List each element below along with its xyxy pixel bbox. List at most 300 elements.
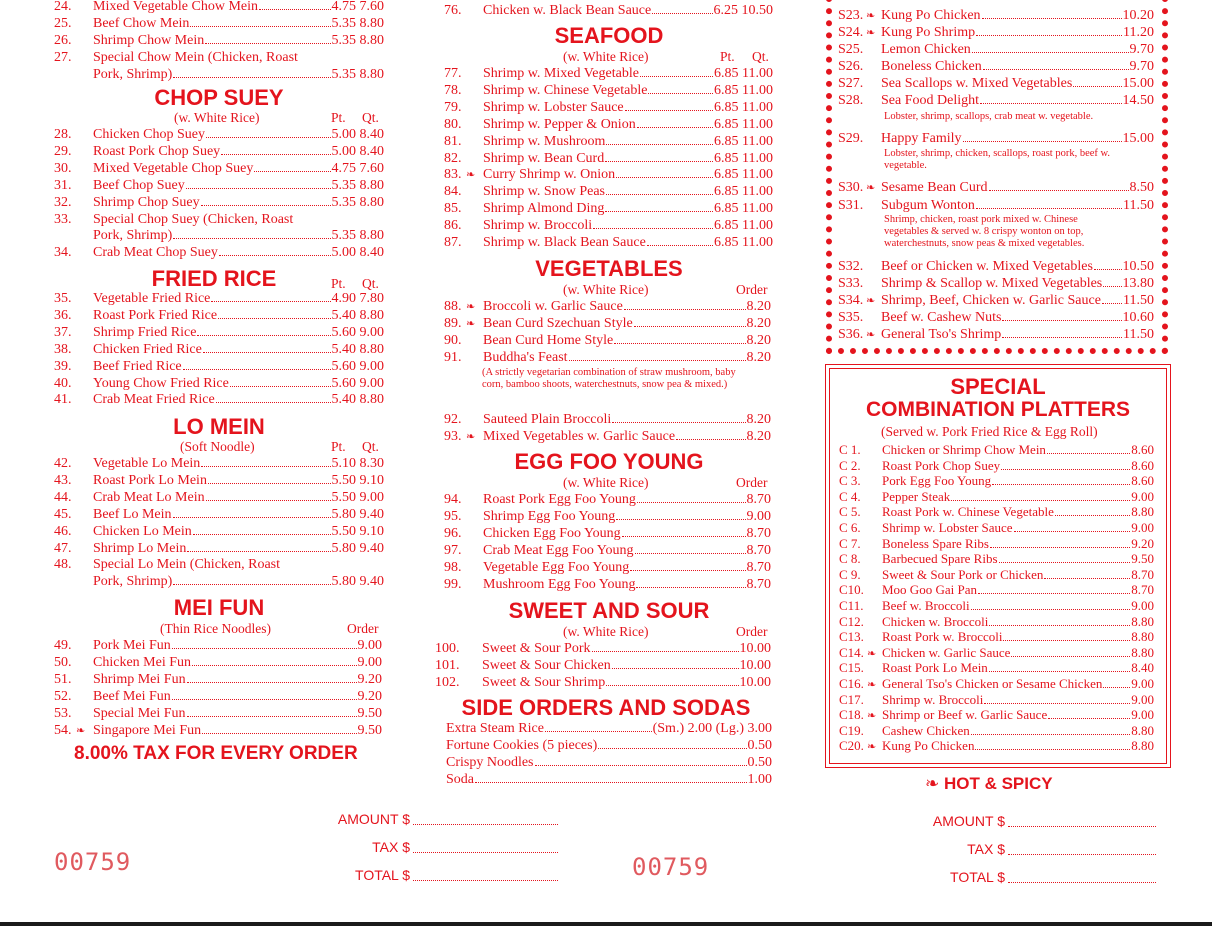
dot-leader [616,518,745,520]
item-number: C 5. [839,504,861,520]
item-number: C12. [839,613,864,629]
dot-leader [624,308,746,310]
menu-item [54,211,384,228]
dot-leader [201,204,331,206]
menu-item [838,58,1154,75]
menu-item [838,179,1154,196]
dot-leader [187,681,357,683]
item-price: 5.60 9.00 [331,324,384,340]
item-number: S24. [838,24,864,40]
item-name: Shrimp Chow Mein [93,32,205,48]
section-note: (w. White Rice) [563,282,649,297]
item-name: Pork, Shrimp) [93,574,173,590]
menu-item [839,691,1154,708]
menu-item [446,737,772,754]
item-number: 37. [54,324,72,340]
item-name: Subgum Wonton [881,198,975,213]
item-name: Beef or Chicken w. Mixed Vegetables [881,259,1093,274]
item-price: 9.20 [357,671,382,687]
item-description: Lobster, shrimp, scallops, crab meat w. vegetable. [884,111,1094,122]
dot-leader [606,143,713,145]
item-number: S28. [838,92,864,108]
item-price: 5.00 8.40 [331,245,384,261]
item-price: 8.70 [746,576,771,592]
item-name: Mixed Vegetable Chop Suey [93,160,254,176]
dot-leader [216,401,331,403]
dot-leader [1002,336,1122,338]
item-price: 9.00 [1131,691,1154,707]
item-price: 5.10 8.30 [331,456,384,471]
dot-leader [630,569,745,571]
item-name: Chicken Lo Mein [93,523,192,539]
item-name: Beef Fried Rice [93,358,182,374]
dot-leader [612,421,745,423]
item-price: 8.70 [746,525,771,541]
section-title: LO MEIN [173,414,265,439]
dot-leader [980,102,1122,104]
dot-leader [614,342,745,344]
total-blank-line[interactable] [413,867,558,881]
dot-leader [606,684,738,686]
amount-label: AMOUNT $ [337,811,410,827]
dot-leader [990,546,1130,548]
hot-spicy-icon: ❧ [866,328,876,341]
dot-leader [984,702,1130,704]
item-number: C20. [839,738,864,754]
item-number: 53. [54,705,72,721]
menu-item [838,7,1154,24]
menu-item [839,613,1154,630]
item-name: Mixed Vegetables w. Garlic Sauce [483,428,676,444]
dot-leader [637,501,746,503]
item-price: 9.00 [1131,488,1154,504]
item-number: 77. [444,66,462,81]
item-number: 79. [444,99,462,115]
menu-item [444,508,771,525]
item-price: 15.00 [1122,131,1154,146]
section-title: SWEET AND SOUR [508,598,710,623]
menu-item [54,32,384,49]
item-name: Shrimp w. Chinese Vegetable [483,82,648,98]
item-name: Beef Chop Suey [93,177,185,193]
item-number: 24. [54,0,72,14]
dot-leader [221,153,330,155]
total-field-amount[interactable] [885,813,1156,829]
dot-leader [634,325,746,327]
item-name: Chicken or Shrimp Chow Mein [882,442,1046,457]
item-price: 14.50 [1122,92,1154,108]
item-price: 5.35 8.80 [331,32,384,48]
dot-leader [606,193,713,195]
item-number: 39. [54,358,72,374]
hot-spicy-icon: ❧ [76,724,86,737]
item-name: Roast Pork Chop Suey [93,143,221,159]
item-name: Special Mei Fun [93,705,186,721]
item-number: 29. [54,143,72,159]
menu-item [54,244,384,261]
tax-blank-line[interactable] [413,839,558,853]
item-price: 8.20 [746,332,771,348]
menu-item [839,472,1154,489]
item-price: 8.80 [1131,722,1154,738]
menu-item [444,542,771,559]
item-number: 32. [54,194,72,210]
menu-item [839,597,1154,614]
dot-leader [1014,530,1131,532]
menu-item [838,92,1154,109]
dot-leader [1103,686,1130,688]
menu-item [54,573,384,590]
menu-item [444,166,773,183]
item-price: 8.70 [1131,582,1154,598]
menu-item [839,535,1154,552]
hot-spicy-icon: ❧ [866,26,876,39]
item-name: Shrimp or Beef w. Garlic Sauce [882,707,1048,723]
menu-item [54,160,384,177]
section-note: (w. White Rice) [563,624,649,639]
dot-leader [197,334,330,336]
item-price: 8.70 [746,559,771,575]
tax-blank-line[interactable] [1008,841,1156,855]
item-number: 31. [54,177,72,193]
section-note: (w. White Rice) [174,110,260,125]
dot-leader [971,608,1131,610]
menu-item [54,489,384,506]
item-name: Kung Po Chicken [882,738,975,754]
section-note: Pt. [331,110,346,125]
item-name: Chicken w. Black Bean Sauce [483,3,652,18]
dot-leader [992,483,1130,485]
hot-spicy-icon: ❧ [925,774,944,793]
item-number: C 4. [839,488,861,504]
item-number: 83. [444,167,462,183]
amount-blank-line[interactable] [1008,813,1156,827]
item-name: Pork Mei Fun [93,638,171,653]
item-name: Vegetable Lo Mein [93,456,201,471]
menu-item [54,177,384,194]
dot-leader [219,254,331,256]
item-name: Crispy Noodles [446,754,534,770]
item-number: C 3. [839,473,861,489]
item-number: C18. [839,707,864,723]
item-number: S33. [838,275,864,291]
dot-leader [172,698,357,700]
item-number: C15. [839,660,864,676]
item-name: Crab Meat Fried Rice [93,392,215,408]
item-name: Shrimp Chop Suey [93,194,200,210]
item-name: Buddha's Feast [483,349,568,365]
menu-item [444,315,771,332]
section-note: Order [736,624,768,639]
menu-item [444,349,771,366]
menu-item [54,341,384,358]
item-number: S35. [838,309,864,325]
item-number: 102. [435,674,460,690]
item-number: S32. [838,259,864,274]
item-name: Shrimp w. Broccoli [483,218,593,234]
item-price: 8.20 [746,315,771,331]
hot-spicy-legend [925,774,1053,794]
item-name: Chicken Chop Suey [93,127,205,142]
dot-leader [976,207,1122,209]
dot-leader [186,187,331,189]
menu-item [435,657,771,674]
item-name: Crab Meat Egg Foo Young [483,542,634,558]
menu-item [444,576,771,593]
total-field-total[interactable] [290,867,558,883]
item-name: Sesame Bean Curd [881,180,988,195]
item-name: Pork Egg Foo Young [882,473,992,489]
item-price: 4.75 7.60 [331,0,384,14]
menu-item [54,472,384,489]
item-number: C13. [839,629,864,645]
dot-leader [676,438,745,440]
item-price: 11.50 [1123,326,1154,342]
menu-item [54,358,384,375]
item-name: Shrimp w. Bean Curd [483,150,605,166]
item-number: 49. [54,638,72,653]
total-blank-line[interactable] [1008,869,1156,883]
total-field-total[interactable] [885,869,1156,885]
item-number: 80. [444,116,462,132]
menu-item [54,722,382,739]
menu-item [54,556,384,573]
item-price: 6.85 11.00 [714,66,773,81]
item-name: Sweet & Sour Pork [482,641,591,656]
item-price: 6.85 11.00 [714,82,773,98]
section-note: (Soft Noodle) [180,439,255,454]
item-price: 9.00 [746,508,771,524]
dot-leader [218,317,330,319]
ticket-number: 00759 [632,853,710,881]
item-name: Shrimp Fried Rice [93,324,197,340]
dot-leader [173,237,330,239]
item-price: 10.20 [1122,8,1154,23]
item-name: Happy Family [881,131,962,146]
item-description: Lobster, shrimp, chicken, scallops, roast pork, beef w. vegetable. [884,148,1111,171]
item-name: Sea Scallops w. Mixed Vegetables [881,75,1073,91]
section-title: VEGETABLES [535,256,683,281]
item-name: Kung Po Chicken [881,8,981,23]
menu-item [839,706,1154,723]
menu-item [444,183,773,200]
dot-leader [211,300,330,302]
dot-leader [259,8,331,10]
dot-leader [190,25,330,27]
item-number: C11. [839,598,864,613]
dot-leader [254,170,330,172]
section-note: Pt. [720,49,735,64]
item-name: Fortune Cookies (5 pieces) [446,737,598,753]
item-price: 9.50 [357,705,382,721]
amount-blank-line[interactable] [413,811,558,825]
item-price: 6.25 10.50 [713,3,773,18]
item-name: Chicken Mei Fun [93,654,191,670]
item-number: S31. [838,198,864,213]
item-price: 8.80 [1131,629,1154,645]
item-name: Moo Goo Gai Pan [882,582,977,598]
dot-leader [173,583,330,585]
menu-item [54,671,382,688]
item-price: 8.20 [746,349,771,365]
item-number: 27. [54,49,72,65]
item-price: 5.50 9.10 [331,472,384,488]
dot-leader [1048,717,1130,719]
dot-leader [545,730,652,732]
item-name: Crab Meat Lo Mein [93,489,205,505]
dot-leader [1002,319,1121,321]
total-field-amount[interactable] [290,811,558,827]
hot-spicy-icon: ❧ [466,169,476,182]
dot-leader [206,136,331,138]
combo-note: (Served w. Pork Fried Rice & Egg Roll) [881,424,1098,439]
menu-item [444,428,771,445]
item-number: 99. [444,576,462,592]
item-price: 9.20 [1131,535,1154,551]
menu-item [838,326,1154,343]
menu-item [54,654,382,671]
menu-item [444,2,773,19]
dot-leader [1047,452,1130,454]
item-price: 11.50 [1123,198,1154,213]
item-name: Mushroom Egg Foo Young [483,576,636,592]
dot-leader [989,189,1129,191]
menu-item [446,720,772,737]
item-description: (A strictly vegetarian combination of straw mushroom, baby corn, bamboo shoots, waterchestnuts, snow pea & mixed.) [482,367,736,390]
dot-leader [605,210,713,212]
item-price: 5.80 9.40 [331,574,384,590]
item-name: Young Chow Fried Rice [93,375,229,391]
item-number: 82. [444,150,462,166]
dot-leader [173,516,331,518]
menu-item [444,99,773,116]
item-number: S25. [838,41,864,57]
dot-leader [173,76,330,78]
menu-item [839,457,1154,474]
item-name: Beef w. Broccoli [882,598,970,613]
item-name: Roast Pork Lo Mein [93,472,207,488]
item-name: Vegetable Fried Rice [93,291,211,306]
item-price: 10.00 [739,674,771,690]
menu-item [838,75,1154,92]
item-number: 48. [54,557,72,573]
item-number: 47. [54,540,72,556]
item-number: C 9. [839,566,861,582]
hot-spicy-label: HOT & SPICY [943,774,1053,793]
dot-leader [187,550,330,552]
item-price: 9.00 [1131,520,1154,535]
item-name: Shrimp w. Mushroom [483,133,606,149]
dot-leader [187,715,357,717]
item-name: Beef Lo Mein [93,506,172,522]
item-number: S36. [838,326,864,342]
item-price: 0.50 [747,737,772,753]
item-name: Special Lo Mein (Chicken, Roast [93,557,281,573]
dot-leader [1102,302,1122,304]
item-name: Sea Food Delight [881,92,979,108]
item-price: 5.35 8.80 [331,228,384,244]
menu-item [838,197,1154,214]
item-price: 8.70 [746,492,771,507]
section-note: Pt. [331,276,346,291]
menu-item [444,82,773,99]
ticket-number: 00759 [54,848,132,876]
item-number: 84. [444,184,462,200]
item-price: 9.50 [357,722,382,738]
menu-item [54,375,384,392]
menu-item [839,659,1154,676]
item-price: 6.85 11.00 [714,99,773,115]
dot-leader [989,670,1130,672]
item-price: 5.35 8.80 [331,177,384,193]
item-number: C 2. [839,457,861,473]
item-price: 10.00 [739,657,771,673]
dot-leader [202,732,356,734]
item-name: Curry Shrimp w. Onion [483,167,616,183]
hot-spicy-icon: ❧ [466,430,476,443]
item-number: 93. [444,428,462,444]
dot-leader [625,109,713,111]
item-price: 8.80 [1131,644,1154,660]
item-price: 9.70 [1129,58,1154,74]
item-number: C 6. [839,520,861,535]
item-price: 8.60 [1131,473,1154,489]
item-price: 5.00 8.40 [331,127,384,142]
item-number: 42. [54,456,72,471]
menu-item [446,771,772,788]
hot-spicy-icon: ❧ [867,741,877,754]
total-field-tax[interactable] [885,841,1156,857]
item-name: Beef w. Cashew Nuts [881,309,1002,325]
item-number: 96. [444,525,462,541]
item-price: 5.40 8.80 [331,307,384,323]
item-price: 13.80 [1122,275,1154,291]
item-price: 8.70 [746,542,771,558]
menu-item [444,133,773,150]
dot-leader [983,68,1129,70]
item-name: Pepper Steak [882,488,951,504]
menu-item [838,24,1154,41]
item-price: 8.60 [1131,457,1154,473]
section-title: SEAFOOD [554,23,664,48]
section-title: EGG FOO YOUNG [514,449,704,474]
item-price: 6.85 11.00 [714,184,773,200]
item-number: C 8. [839,551,861,567]
item-number: 95. [444,508,462,524]
item-number: 35. [54,291,72,306]
item-price: (Sm.) 2.00 (Lg.) 3.00 [652,721,772,736]
tax-note: 8.00% TAX FOR EVERY ORDER [74,743,358,764]
item-price: 8.20 [746,299,771,314]
menu-item [444,411,771,428]
total-field-tax[interactable] [290,839,558,855]
menu-item [839,722,1154,739]
item-price: 6.85 11.00 [714,235,773,250]
item-price: 10.00 [739,641,771,656]
item-name: Roast Pork Egg Foo Young [483,492,636,507]
item-price: 6.85 11.00 [714,201,773,217]
item-price: 9.20 [357,688,382,704]
menu-item [839,488,1154,505]
item-number: 98. [444,559,462,575]
item-name: Barbecued Spare Ribs [882,551,998,567]
dot-leader [569,359,746,361]
item-number: 101. [435,657,460,673]
item-number: 46. [54,523,72,539]
item-name: Shrimp, Beef, Chicken w. Garlic Sauce [881,292,1101,308]
item-price: 1.00 [747,771,772,787]
item-number: C17. [839,691,864,707]
